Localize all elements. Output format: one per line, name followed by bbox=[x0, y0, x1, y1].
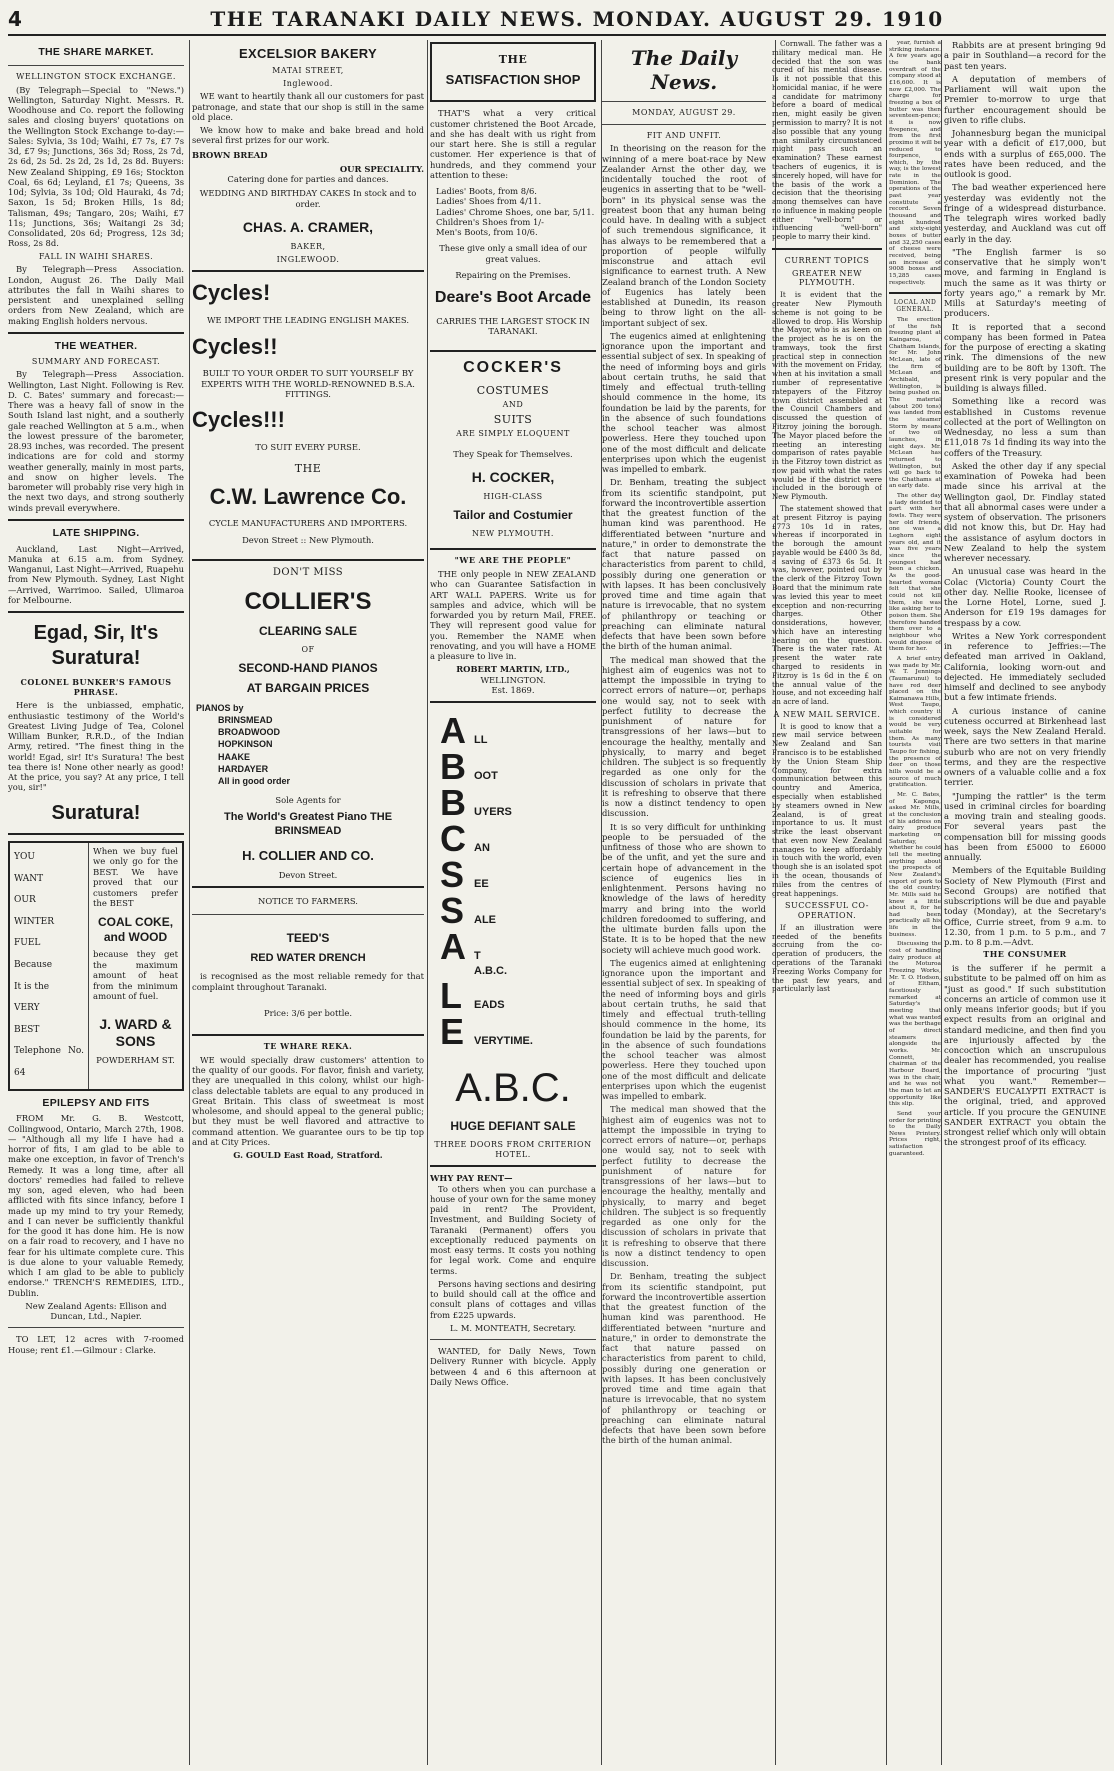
cocker-suits: SUITS bbox=[493, 412, 533, 426]
exchange-heading: WELLINGTON STOCK EXCHANGE. bbox=[16, 71, 176, 81]
coop-heading: SUCCESSFUL CO-OPERATION. bbox=[785, 901, 869, 921]
article-paragraph: year, furnish a striking instance. A few years ago the bank overdraft of the company stood at £16,600. It is now £2,000. The charge for freezing a box of butter was then seventeen-pence; it is now fivepence, and from the first proximo it will be reduced to fourpence, which, by the way, is the lowest rate in the Dominion. The operations of the past year constitute a record. Seven thousand and eight hundred and sixty-eight boxes of butter and 32,250 cases of cheese were received, being an increase of 9008 boxes and 15,285 cases respectively. bbox=[889, 40, 941, 286]
abc-rest: ALE bbox=[474, 914, 496, 927]
bakery-text-2: We know how to make and bake bread and hold several first prizes for our work. bbox=[192, 125, 424, 146]
coal-left-line: FUEL bbox=[14, 938, 41, 949]
column-rule bbox=[941, 40, 942, 1765]
cycles-text-1: WE IMPORT THE LEADING ENGLISH MAKES. bbox=[206, 315, 410, 326]
baker-town: INGLEWOOD. bbox=[276, 254, 340, 264]
abc-rest: T bbox=[474, 950, 481, 963]
shipping-heading: LATE SHIPPING. bbox=[52, 526, 140, 539]
bunker-text: Here is the unbiassed, emphatic, enthusiastic testimony of the World's Greatest Living Judge of Tea, Colonel William Bunker, R.R.D., of the Indian Army, retired. "The finest thing in the world! Egad, sir! It's Suratura! The best tea there is! None other nearly as good! At the price, you say? At any price, I tell you, sir!" bbox=[8, 700, 184, 793]
consumer-heading: THE CONSUMER bbox=[983, 949, 1067, 960]
abc-rest: UYERS bbox=[474, 806, 512, 819]
mail-heading: A NEW MAIL SERVICE. bbox=[773, 709, 881, 719]
boots-item: Men's Boots, from 10/6. bbox=[436, 227, 538, 238]
bakery-street: MATAI STREET, bbox=[272, 65, 344, 75]
date-line: MONDAY, AUGUST 29. bbox=[632, 107, 736, 117]
people-text: THE only people in NEW ZEALAND who can Guarantee Satisfaction in ART WALL PAPERS. Write us for samples and advice, which will be forwarded you by return Mail, FREE. They will represent good value for you. Remember the NAME when renovating, and you will have a HOME a pleasure to live in. bbox=[430, 569, 596, 662]
cycles-heading-2: Cycles!! bbox=[192, 333, 278, 359]
whare-text: WE would specially draw customers' attention to the quality of our goods. For flavor, finish and variety, they are unequalled in this colony, whilst our high-class delectable tablets are equal to any produced in Great Britain. This class of sweetmeat is most wholesome, and should appeal to the general public; but they must be well flavored and attractive to command attention. We guarantee ours to be tip top and at City Prices. bbox=[192, 1054, 424, 1147]
local-item: "Jumping the rattler" is the term used in criminal circles for boarding a moving train and stealing goods. For several years past the compensation bill for missing goods has been from £5000 to £6000 annually. bbox=[944, 790, 1106, 862]
coal-left-line: WANT bbox=[14, 873, 44, 884]
shipping-text: Auckland, Last Night—Arrived, Manuka at 6.15 a.m. from Sydney. Wanganui, Last Night—Arrived, Ruapehu from New Plymouth. Sydney, Last Night—Arrived, Warrimoo. Sailed, Ulimaroa for Melbourne. bbox=[8, 543, 184, 605]
lawrence-address: Devon Street :: New Plymouth. bbox=[242, 534, 374, 545]
abc-location: THREE DOORS FROM CRITERION HOTEL. bbox=[434, 1139, 592, 1159]
abc-rest: EE bbox=[474, 878, 489, 891]
repairing-note: Repairing on the Premises. bbox=[455, 269, 571, 280]
piano-brand: HARDAYER bbox=[218, 763, 269, 774]
satisfaction-the: THE bbox=[498, 53, 528, 66]
notice-farmers: NOTICE TO FARMERS. bbox=[258, 896, 358, 907]
page-number: 4 bbox=[8, 7, 22, 31]
abc-rest: EADS bbox=[474, 999, 505, 1012]
column-6 bbox=[889, 40, 941, 1765]
coal-right-top: When we buy fuel we only go for the BEST. We have proved that our customers prefer the BEST bbox=[93, 847, 178, 909]
local-item: A curious instance of canine cuteness occurred at Birkenhead last week, says the New Zealand Herald. There are two setters in that marine suburb who are not on very friendly terms, and they are the respective owners of a valuable collie and a fox terrier. bbox=[944, 705, 1106, 788]
collier-pianos: SECOND-HAND PIANOS bbox=[238, 660, 378, 675]
collier-street: Devon Street. bbox=[278, 869, 338, 880]
deare-subtitle: CARRIES THE LARGEST STOCK IN TARANAKI. bbox=[436, 315, 590, 336]
wanted-ad: WANTED, for Daily News, Town Delivery Runner with bicycle. Apply between 4 and 6 this afternoon at Daily News Office. bbox=[430, 1346, 596, 1387]
boots-item: Ladies' Boots, from 8/6. bbox=[436, 186, 537, 197]
greatest-piano: The World's Greatest Piano THE BRINSMEAD bbox=[223, 811, 393, 837]
rent-text: To others when you can purchase a house of your own for the same money paid in rent? The Provident, Investment, and Building Society of Taranaki (Permanent) offers you exceptionally reduced payments on most easy terms. It costs you nothing for legal work. Come and enquire terms. bbox=[430, 1183, 596, 1276]
boots-note: These give only a small idea of our great values. bbox=[439, 243, 587, 264]
pianos-list bbox=[196, 702, 424, 787]
local-item: An unusual case was heard in the Colac (Victoria) County Court the other day. Nellie Rooke, licensee of the Lorne Hotel, Lorne, sued J. Anderson for £19 19s damages for trespass by a cow. bbox=[944, 566, 1106, 628]
local-item: Asked the other day if any special examination of Poweka had been made since his arrival at the Wellington gaol, Dr. Findlay stated that all abnormal cases were under a system of observation. The prisoners did not know this, but Dr. Hay had the assistance of asylum doctors in New Zealand to help the system wherever necessary. bbox=[944, 460, 1106, 563]
cycles-text-2: BUILT TO YOUR ORDER TO SUIT YOURSELF BY EXPERTS WITH THE WORLD-RENOWNED B.S.A. FITTINGS. bbox=[201, 368, 415, 399]
collier-prices: AT BARGAIN PRICES bbox=[246, 681, 370, 696]
article-paragraph: It is evident that the greater New Plymouth scheme is not going to be allowed to drop. His Worship the Mayor, who is as keen on the project as he is on the tramways, took the first practical step in connection with the movement on Friday, when at his invitation a small number of representative ratepayers of the Fitzroy town district assembled at the Council Chambers and discussed the question of Fitzroy joining the borough. The Mayor placed before the meeting an interesting comparison of rates payable in the Fitzroy town district as now paid with what the rates would be if the district were included in the borough of New Plymouth. bbox=[772, 290, 882, 502]
greater-np-heading: GREATER NEW PLYMOUTH. bbox=[792, 268, 862, 288]
epilepsy-agents: New Zealand Agents: Ellison and Duncan, Ltd., Napier. bbox=[25, 1300, 167, 1322]
baker-name: CHAS. A. CRAMER, bbox=[242, 218, 374, 235]
weather-text: By Telegraph—Press Association. Wellington, Last Night. Following is Rev. D. C. Bates' summary and forecast:—There was a heavy fall of snow in the South Island last night, and a southerly gale reached Wellington at 5 a.m., when the lowest pressure of the barometer, 28.93 inches, was recorded. The present indications are for cold and stormy weather generally, mainly in most parts, and snow on higher levels. The barometer will probably rise very high in the next two days, and strong southerly winds prevail everywhere. bbox=[8, 369, 184, 513]
abc-rest: LL bbox=[474, 734, 488, 747]
local-item: Johannesburg began the municipal year with a deficit of £17,000, but ends with a surplus of £65,000. The rates have been reduced, and the outlook is good. bbox=[944, 128, 1106, 179]
abc-letter: C bbox=[440, 818, 466, 860]
masthead bbox=[8, 4, 1106, 36]
collier-of: OF bbox=[301, 644, 315, 654]
local-item: A brief entry was made by Mr. W. T. Jennings (Taumarunui) to have red deer placed on the Kaimanawa Hills, West Taupo, which country it is considered would be very suitable for them. As many tourists visit Taupo for fishing, the presence of deer on those hills would be a source of much gratification. bbox=[889, 655, 941, 789]
coal-ad-left bbox=[10, 843, 89, 1089]
abc-letter: B bbox=[440, 782, 466, 824]
local-item: A deputation of members of Parliament will wait upon the Premier to-morrow to urge that further encouragement should be given to rifle clubs. bbox=[944, 73, 1106, 125]
suratura-ad-title: Egad, Sir, It's Suratura! bbox=[33, 622, 159, 669]
column-5-display bbox=[772, 40, 882, 1765]
sole-agents: Sole Agents for bbox=[275, 794, 341, 805]
cocker-firm: H. COCKER, bbox=[471, 469, 555, 486]
teed-text: is recognised as the most reliable remedy for that complaint throughout Taranaki. bbox=[192, 971, 424, 992]
article-paragraph: The statement showed that at present Fitzroy is paying £773 10s 1d in rates, whereas if incorporated in the borough the amount payable would be £400 3s 8d, a saving of £373 6s 5d. It was, however, pointed out by the clerk of the Fitzroy Town Board that the minimum rate was levied this year to meet exception and non-recurring charges. Other considerations, however, which have an interesting bearing on the question. There is the water rate. At present the water rate charged to residents in Fitzroy is 1s 6d in the £ on the annual value of the house, and not exceeding half an acre of land. bbox=[772, 503, 882, 707]
local-item: The other day a lady decided to part with her fowls. They were her old friends, one was a Leghorn eight years old, and it was five years since the youngest had been a chicken. As the good-hearted woman felt that she could not kill them, she was like asking her to poison them. She therefore handed them over to a neighbour who would dispose of them for her. bbox=[889, 493, 941, 653]
coal-left-line: Telephone No. 64 bbox=[14, 1046, 84, 1078]
abc-letter: E bbox=[440, 1011, 465, 1053]
cocker-costumes: COSTUMES bbox=[476, 383, 550, 397]
cycles-heading-3: Cycles!!! bbox=[192, 407, 285, 433]
current-topics-heading: CURRENT TOPICS bbox=[784, 255, 870, 265]
cocker-speak: They Speak for Themselves. bbox=[453, 448, 573, 459]
teed-price: Price: 3/6 per bottle. bbox=[263, 1007, 352, 1018]
editorial-paragraph: The eugenics aimed at enlightening ignorance upon the important and essential subject of sex. In speaking of the need of informing boys and girls about certain truths, he said that timely and effectual truth-telling should commence in the home, its foundation be laid by the parents, for in the absence of such foundations the school teacher was almost powerless. Here they touched upon one of the most difficult and delicate enterprises upon which the eugenist was impelled to embark. bbox=[602, 330, 766, 475]
coal-left-line: YOU bbox=[14, 852, 35, 863]
abc-letter: B bbox=[440, 746, 466, 788]
article-paragraph: It is good to know that a new mail service between New Zealand and San Francisco is to be established by the Union Steam Ship Company, for extra communication between this country and America, especially when established by steamers owned in New Zealand, is of great importance to us. It must strike the least observant that even now New Zealand manages to keep affordably in touch with the world, even though she is an isolated spot in the ocean, thousands of miles from the centres of great happenings. bbox=[772, 721, 882, 898]
editorial-paragraph: In theorising on the reason for the winning of a mere boat-race by New Zealander Arnst the other day, we incidentally touched the root of eugenics in asserting that to be "well-born" in its physical sense was the greatest boon that any human being could have. In dealing with a subject of such tremendous significance, it has always to be remembered that a proportion of people wilfully misconstrue and attach evil significance to earnest truth. A New Zealand branch of the London Society of Eugenics has lately been established at Dunedin, its reason being to throw light on the all-important subject of sex. bbox=[602, 143, 766, 328]
collier-sale: CLEARING SALE bbox=[258, 624, 357, 639]
local-item: It is reported that a second company has been formed in Patea for the purpose of erecting a skating rink. The dimensions of the new building are to be 80ft by 130ft. The present rink is very popular and the building is always filled. bbox=[944, 321, 1106, 393]
coal-left-line: VERY bbox=[14, 1003, 40, 1014]
article-paragraph: Cornwall. The father was a military medical man. He decided that the son was cured of his mental disease. Is it not possible that this homicidal maniac, if he were a candidate for matrimony before a board of medical men, might easily be given permission to marry? It is not also possible that any young man similarly circumstanced might pass such an examination? These earnest teachers of eugenics, it is sincerely hoped, will have for the basis of the work a decision that the theorising among themselves can have no influence in making people either "well-born" or influencing "well-born" people to marry their kind. bbox=[772, 40, 882, 242]
abc-letter: A bbox=[440, 710, 466, 752]
coal-left-line: It is the bbox=[14, 981, 50, 992]
brown-bread-label: BROWN BREAD bbox=[192, 149, 268, 160]
cocker-name: COCKER'S bbox=[463, 359, 563, 377]
coal-left-line: WINTER bbox=[14, 916, 55, 927]
cocker-tailor: Tailor and Costumier bbox=[453, 507, 573, 522]
local-item: Discussing the cost of handling dairy produce at the Moturoa Freezing Works, Mr. T. O. Hodson, of Eltham, facetiously remarked at Saturday's meeting that what was wanted was the berthage of direct steamers alongside the works. Mr. Connett, chairman of the Harbour Board, was in the chair, and he was not the man to let an opportunity like this slip. bbox=[889, 941, 941, 1108]
abc-letter: S bbox=[440, 890, 465, 932]
cocker-eloquent: ARE SIMPLY ELOQUENT bbox=[456, 429, 570, 439]
abc-letter: S bbox=[440, 854, 465, 896]
teed-subheading: RED WATER DRENCH bbox=[250, 952, 366, 965]
local-item: is the sufferer if he permit a substitute to be palmed off on him as "just as good." If such substitution concerns an article of common use it only means inferior goods; but if you expect results from an original and standard medicine, and then find you are injuriously affected by the concoction which an unscrupulous dealer has recommended, you realise the importance of procuring "just what you want." Remember—SANDER'S EUCALYPTI EXTRACT is the original, tried, and approved article. If you procure the GENUINE SANDER EXTRACT you obtain the strongest relief which only will obtain the strongest proof of its efficacy. bbox=[944, 963, 1106, 1148]
abc-sale: HUGE DEFIANT SALE bbox=[450, 1119, 576, 1134]
cycles-text-3: TO SUIT EVERY PURSE. bbox=[255, 441, 361, 452]
collier-firm: H. COLLIER AND CO. bbox=[242, 848, 374, 864]
piano-brand: BROADWOOD bbox=[218, 727, 280, 738]
coal-right-mid: COAL COKE, and WOOD bbox=[97, 915, 174, 944]
editorial-paragraph: The medical man showed that the highest aim of eugenics was not to attempt the impossible in trying to correct errors of nature—or, perhaps one would say, not to seek with perfect futility to decrease the punishment of nature for transgressions of her laws—but to encourage the healthy, mentally and physically, to marry and beget children. The subject is so frequently regarded as one only for the discussion of scholars in private that it is refreshing to observe that there is now a distinct tendency to open discussion. bbox=[602, 654, 766, 819]
piano-brand: HAAKE bbox=[218, 751, 251, 762]
people-heading: "WE ARE THE PEOPLE" bbox=[454, 555, 572, 566]
teed-heading: TEED'S bbox=[286, 931, 330, 946]
waihi-text: By Telegraph—Press Association. London, August 26. The Daily Mail attributes the fall in Waihi shares to persistent and unexplained selling orders from New Zealand, which are making English holders nervous. bbox=[8, 264, 184, 326]
people-est: Est. 1869. bbox=[491, 684, 535, 695]
local-item: Members of the Equitable Building Society of New Plymouth (First and Second Groups) are notified that subscriptions will be due and payable today (Monday), at the Secretary's Office, Currie street, from 9 a.m. to 12.30, from 1 p.m. to 5 p.m., and 7 p.m. to 8 p.m.—Advt. bbox=[944, 865, 1106, 947]
abc-letter: L bbox=[440, 975, 462, 1017]
boots-item: Children's Shoes from 1/- bbox=[436, 216, 544, 227]
boots-item: Ladies' Chrome Shoes, one bar, 5/11. bbox=[436, 206, 595, 217]
editorial-paragraph: The medical man showed that the highest aim of eugenics was not to attempt the impossible in trying to correct errors of nature—or, perhaps one would say, not to seek with perfect futility to decrease the punishment of nature for transgressions of her laws—but to encourage the healthy, mentally and physically, to marry and beget children. The subject is so frequently regarded as one only for the discussion of scholars in private that it is refreshing to observe that there is now a distinct tendency to open discussion. bbox=[602, 1104, 766, 1269]
satisfaction-title: SATISFACTION SHOP bbox=[445, 72, 581, 88]
paper-title: The Daily News. bbox=[630, 46, 738, 95]
coal-left-line: Because bbox=[14, 960, 53, 971]
column-rule bbox=[427, 40, 428, 1765]
rent-note: Persons having sections and desiring to build should call at the office and consult plans of cottages and villas from £225 upwards. bbox=[430, 1278, 596, 1320]
coal-ad bbox=[8, 841, 184, 1091]
boots-item: Ladies' Shoes from 4/11. bbox=[436, 196, 542, 207]
abc-rest: OOT bbox=[474, 770, 498, 783]
editorial-paragraph: It is so very difficult for unthinking people to be persuaded of the unfitness of those who are shown to be of the unfit, and yet the sure and certain hope of advancement in the science of eugenics lies in enlightenment. Persons having no knowledge of the laws of heredity marry and bring into the world children foredoomed to suffering, and the ultimate burden falls upon the State. It is to be hoped that the new society will achieve much good work. bbox=[602, 821, 766, 955]
waihi-heading: FALL IN WAIHI SHARES. bbox=[38, 251, 154, 261]
local-item: The erection of the fish freezing plant at Kaingaroa, Chatham Islands, for Mr. John McLean, late of the firm of McLean and Archibald, Wellington, is being pushed on. The material (about 200 tons) was landed from the steamer Storm by means of two oil launches, in eight days. Mr. McLean has returned to Wellington, but will go back to the Chathams at an early date. bbox=[889, 317, 941, 490]
local-item: Writes a New York correspondent in reference to Jeffries:—The defeated man arrived in Oakland, California, looking worn-out and dejected. He immediately secluded himself and declined to see anybody but a few intimate friends. bbox=[944, 630, 1106, 703]
lawrence-the: THE bbox=[294, 462, 322, 476]
local-item: Mr. C. Bates, of Kaponga, asked Mr. Mills, at the conclusion of his address on dairy produce marketing on Saturday, whether he could tell the meeting anything about the prospects of New Zealand's export of pork to the old country. Mr. Mills said he knew a little about it, for he had been practically all his life in the business. bbox=[889, 792, 941, 938]
bunker-heading: COLONEL BUNKER'S FAMOUS PHRASE. bbox=[20, 676, 172, 697]
column-4 bbox=[602, 40, 766, 1765]
coal-street: POWDERHAM ST. bbox=[96, 1056, 175, 1067]
pianos-by: PIANOS by bbox=[196, 702, 244, 713]
editorial-heading: FIT AND UNFIT. bbox=[646, 130, 722, 140]
collier-name: COLLIER'S bbox=[244, 588, 372, 616]
cocker-town: NEW PLYMOUTH. bbox=[472, 528, 554, 538]
epilepsy-text: FROM Mr. G. B. Westcott, Collingwood, Ontario, March 27th, 1908. — "Although all my life I have had a horror of fits, I am glad to be able to make one exception, in favor of Trench's Remedy. It was a long time, after all doctors' remedies had failed to relieve my son, aged eleven, who had been afflicted with fits since infancy, before I made up my mind to try your Remedy, and I can never be sufficiently thankful for the good it has done him. He is now on a fair road to recovery, and I have no fear for his ultimate complete cure. This is due alone to your valuable Remedy, which I am glad to be able to publicly endorse." TRENCH'S REMEDIES, LTD., Dublin. bbox=[8, 1113, 184, 1298]
rent-heading: WHY PAY RENT— bbox=[430, 1173, 513, 1184]
column-1 bbox=[8, 40, 184, 1765]
bakery-heading: EXCELSIOR BAKERY bbox=[239, 46, 377, 61]
deare-name: Deare's Boot Arcade bbox=[434, 289, 592, 307]
cocker-class: HIGH-CLASS bbox=[483, 492, 543, 502]
lawrence-name: C.W. Lawrence Co. bbox=[209, 483, 407, 509]
abc-rest: A.B.C. bbox=[474, 965, 507, 978]
editorial-paragraph: The eugenics aimed at enlightening ignorance upon the important and essential subject of sex. In speaking of the need of informing boys and girls about certain truths, he said that timely and effectual truth-telling should commence in the home, its foundation be laid by the parents, for in the absence of such foundations the school teacher was almost powerless. Here they touched upon one of the most difficult and delicate enterprises upon which the eugenist was impelled to embark. bbox=[602, 957, 766, 1102]
baker-title: BAKER, bbox=[290, 241, 326, 251]
exchange-text: (By Telegraph—Special to "News.") Wellington, Saturday Night. Messrs. R. Woodhouse and Co. report the following sales and closing buyers' quotations on the Wellington Stock Exchange to-day:—Sales: Sylvia, 3s 10d; Waihi, £7 7s, £7 7s 3d, £7 9s; Junctions, 36s 3d; Ross, 2s 7d, 2s 6d, 2s 5d. 2s 2d, 2s 1d, 2s 8d. Buyers: New Zealand Shipping, £9 16s; Stockton Coal, 6s 6d; Leyland, £1 7s; Queens, 3s 10d; Sylvia, 3s 10d; Old Hauraki, 4s 7d; Saxon, 1s 5d; Broken Hills, 1s 8d; Talisman, 49s; Tangaro, 20s; Waihi, £7 11s; Junctions, 36s; Waitangi 2s 3d; Consolidated, 20s 6d; Progress, 12s 3d; Ross, 2s 8d. bbox=[8, 84, 184, 249]
wedding-text: WEDDING AND BIRTHDAY CAKES In stock and to order. bbox=[199, 188, 417, 209]
rent-sign: L. M. MONTEATH, Secretary. bbox=[449, 1322, 577, 1333]
piano-brand: All in good order bbox=[218, 775, 290, 786]
local-item: "The English farmer is so conservative that he simply won't move, and farming in England is much the same as it was thirty or forty years ago," a remark by Mr. Mills at Saturday's meeting of producers. bbox=[944, 246, 1106, 319]
boots-list bbox=[436, 186, 596, 237]
coal-ad-right bbox=[89, 843, 182, 1089]
local-item: Send your order for printing to the Daily News Printery. Prices right, satisfaction guaranteed. bbox=[889, 1110, 941, 1157]
abc-letter: A bbox=[440, 926, 466, 968]
coal-firm: J. WARD & SONS bbox=[99, 1016, 172, 1050]
whare-sign: G. GOULD East Road, Stratford. bbox=[233, 1150, 383, 1161]
local-item: The bad weather experienced here yesterday was evidently not the fringe of a widespread disturbance. The telegraph wires worked badly yesterday, and Auckland was cut off early in the day. bbox=[944, 182, 1106, 244]
column-3 bbox=[430, 40, 596, 1765]
editorial-paragraph: Dr. Benham, treating the subject from its scientific standpoint, put forward the incontrovertible assertion that the greatest function of the human kind was parenthood. He differentiated between "nurture and nature," in order to demonstrate the fact that nature passed on characteristics from parent to child, possibly during one generation or with lapses. It has been conclusively proved time and time again that nature is irrevocable, that no system of philanthropy or teaching or preaching can eliminate natural defects that have been sown before the birth of the human animal. bbox=[602, 1271, 766, 1446]
coal-right-bottom: because they get the maximum amount of heat from the minimum amount of fuel. bbox=[93, 950, 178, 1002]
coal-left-line: OUR bbox=[14, 895, 36, 906]
column-2 bbox=[192, 40, 424, 1765]
lawrence-subtitle: CYCLE MANUFACTURERS AND IMPORTERS. bbox=[208, 518, 408, 529]
whare-heading: TE WHARE REKA. bbox=[263, 1041, 353, 1052]
piano-brand: BRINSMEAD bbox=[218, 715, 273, 726]
editorial-paragraph: Dr. Benham, treating the subject from its scientific standpoint, put forward the incontrovertible assertion that the greatest function of the human kind was parenthood. He differentiated between "nurture and nature," in order to demonstrate the fact that nature passed on characteristics from parent to child, possibly during one generation or with lapses. It has been conclusively proved time and time again that nature is irrevocable, that no system of philanthropy or teaching or preaching can eliminate natural defects that have been sown before the birth of the human animal. bbox=[602, 477, 766, 652]
to-let-ad: TO LET, 12 acres with 7-roomed House; rent £1.—Gilmour : Clarke. bbox=[8, 1334, 184, 1355]
satisfaction-text: THAT'S what a very critical customer christened the Boot Arcade, and she has dealt with us right from our start here. She is still a regular customer. Her experience is that of hundreds, and they commend your attention to these: bbox=[430, 108, 596, 180]
share-market-heading: THE SHARE MARKET. bbox=[38, 46, 154, 58]
weather-heading: THE WEATHER. bbox=[54, 339, 138, 352]
column-7 bbox=[944, 40, 1106, 1765]
catering-text: Catering done for parties and dances. bbox=[227, 174, 389, 185]
abc-rest: VERYTIME. bbox=[474, 1035, 533, 1048]
local-item: Rabbits are at present bringing 9d a pair in Southland—a record for the past ten years. bbox=[944, 40, 1106, 71]
local-item: Something like a record was established in Customs revenue collected at the port of Wellington on Wednesday, no less a sum than £11,018 7s 1d finding its way into the coffers of the Treasury. bbox=[944, 396, 1106, 458]
abc-big-title: A.B.C. bbox=[455, 1066, 571, 1111]
collier-dont-miss: DON'T MISS bbox=[272, 566, 344, 578]
piano-brand: HOPKINSON bbox=[218, 739, 273, 750]
bakery-town: Inglewood. bbox=[283, 78, 333, 88]
weather-subheading: SUMMARY AND FORECAST. bbox=[31, 356, 161, 366]
people-firm: ROBERT MARTIN, LTD., bbox=[456, 664, 570, 675]
cycles-heading-1: Cycles! bbox=[192, 280, 271, 306]
epilepsy-heading: EPILEPSY AND FITS bbox=[42, 1096, 150, 1109]
suratura-brand: Suratura! bbox=[51, 801, 141, 824]
coal-left-line: BEST bbox=[14, 1024, 40, 1035]
column-rule bbox=[886, 40, 887, 1765]
people-town: WELLINGTON. bbox=[480, 674, 546, 685]
abc-rest: AN bbox=[474, 842, 490, 855]
newspaper-title: THE TARANAKI DAILY NEWS. MONDAY. AUGUST 29. 1910 bbox=[210, 7, 944, 31]
cocker-and: AND bbox=[502, 399, 524, 409]
abc-acrostic bbox=[430, 709, 596, 1054]
article-paragraph: If an illustration were needed of the benefits accruing from the co-operation of producers, the operations of the Taranaki Freezing Works Company for the past few years, and particularly last bbox=[772, 922, 882, 994]
bakery-text-1: WE want to heartily thank all our customers for past patronage, and state that our shop is still in the same old place. bbox=[192, 91, 424, 122]
local-heading: LOCAL AND GENERAL. bbox=[893, 299, 937, 314]
speciality-label: OUR SPECIALITY. bbox=[339, 163, 424, 174]
column-rule bbox=[189, 40, 190, 1765]
